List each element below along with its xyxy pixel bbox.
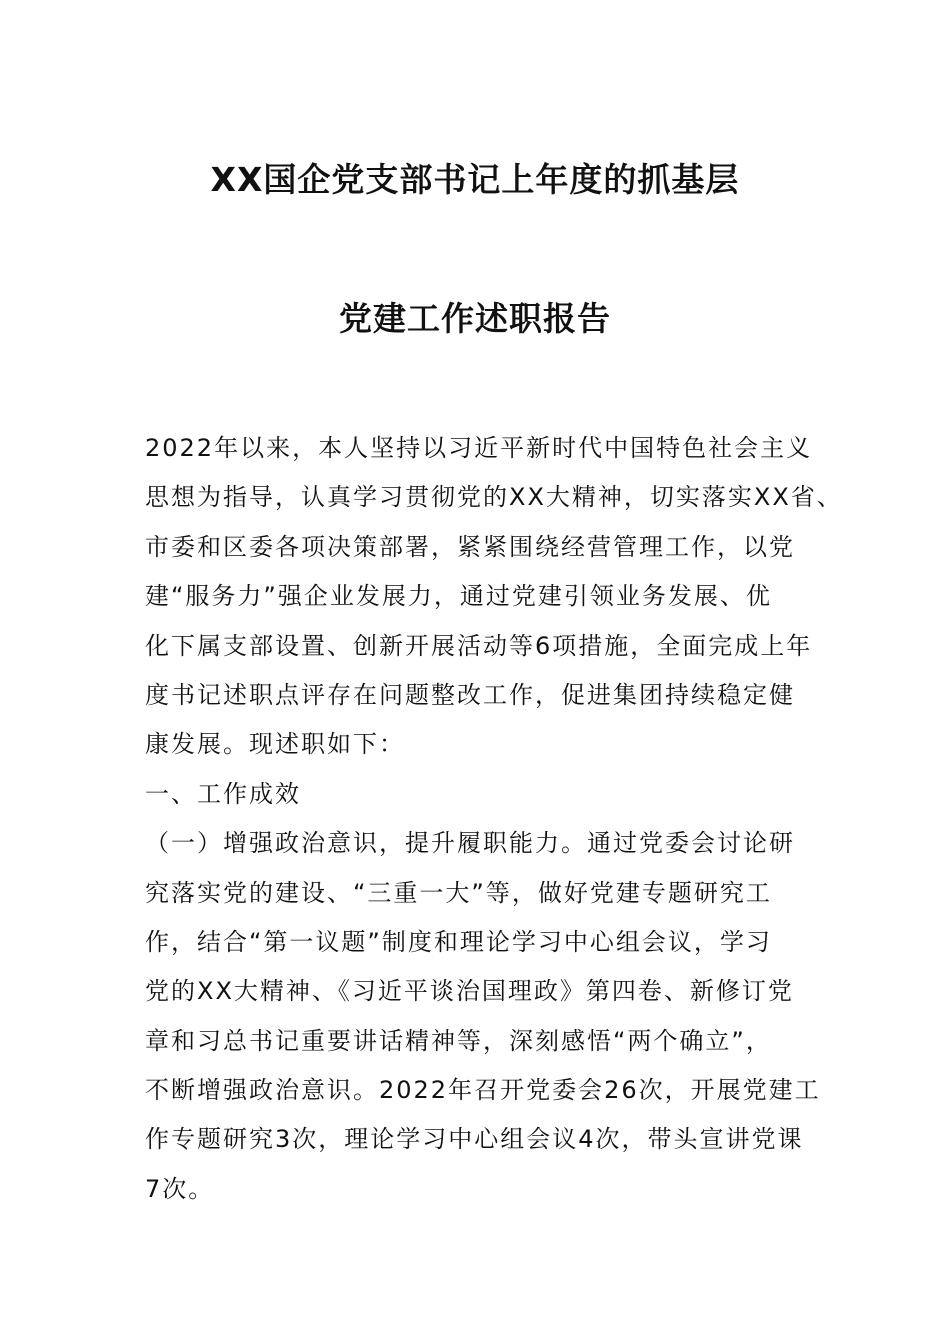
body-line: （一）增强政治意识，提升履职能力。通过党委会讨论研	[145, 829, 795, 858]
body-line: 康发展。现述职如下：	[145, 730, 405, 759]
body-line: 不断增强政治意识。2022年召开党委会26次，开展党建工	[145, 1076, 821, 1105]
body-line: 究落实党的建设、“三重一大”等，做好党建专题研究工	[145, 878, 772, 907]
body-line: 7次。	[145, 1174, 215, 1203]
body-line: 市委和区委各项决策部署，紧紧围绕经营管理工作，以党	[145, 532, 795, 561]
document-title-line-1: XX国企党支部书记上年度的抓基层	[210, 160, 740, 199]
body-line: 度书记述职点评存在问题整改工作，促进集团持续稳定健	[145, 680, 795, 709]
document-title-line-2: 党建工作述职报告	[339, 299, 611, 338]
body-line: 2022年以来，本人坚持以习近平新时代中国特色社会主义	[145, 434, 813, 462]
body-line: 作专题研究3次，理论学习中心组会议4次，带头宣讲党课	[145, 1125, 804, 1154]
body-line: 建“服务力”强企业发展力，通过党建引领业务发展、优	[145, 582, 772, 611]
document-body	[145, 424, 843, 1214]
body-line: 化下属支部设置、创新开展活动等6项措施，全面完成上年	[145, 631, 813, 660]
section-heading: 一、工作成效	[145, 779, 301, 808]
body-line: 作，结合“第一议题”制度和理论学习中心组会议，学习	[145, 927, 772, 956]
body-line: 党的XX大精神、《习近平谈治国理政》第四卷、新修订党	[145, 977, 794, 1006]
body-line: 思想为指导，认真学习贯彻党的XX大精神，切实落实XX省、	[145, 483, 843, 512]
body-line: 章和习总书记重要讲话精神等，深刻感悟“两个确立”，	[145, 1026, 772, 1055]
